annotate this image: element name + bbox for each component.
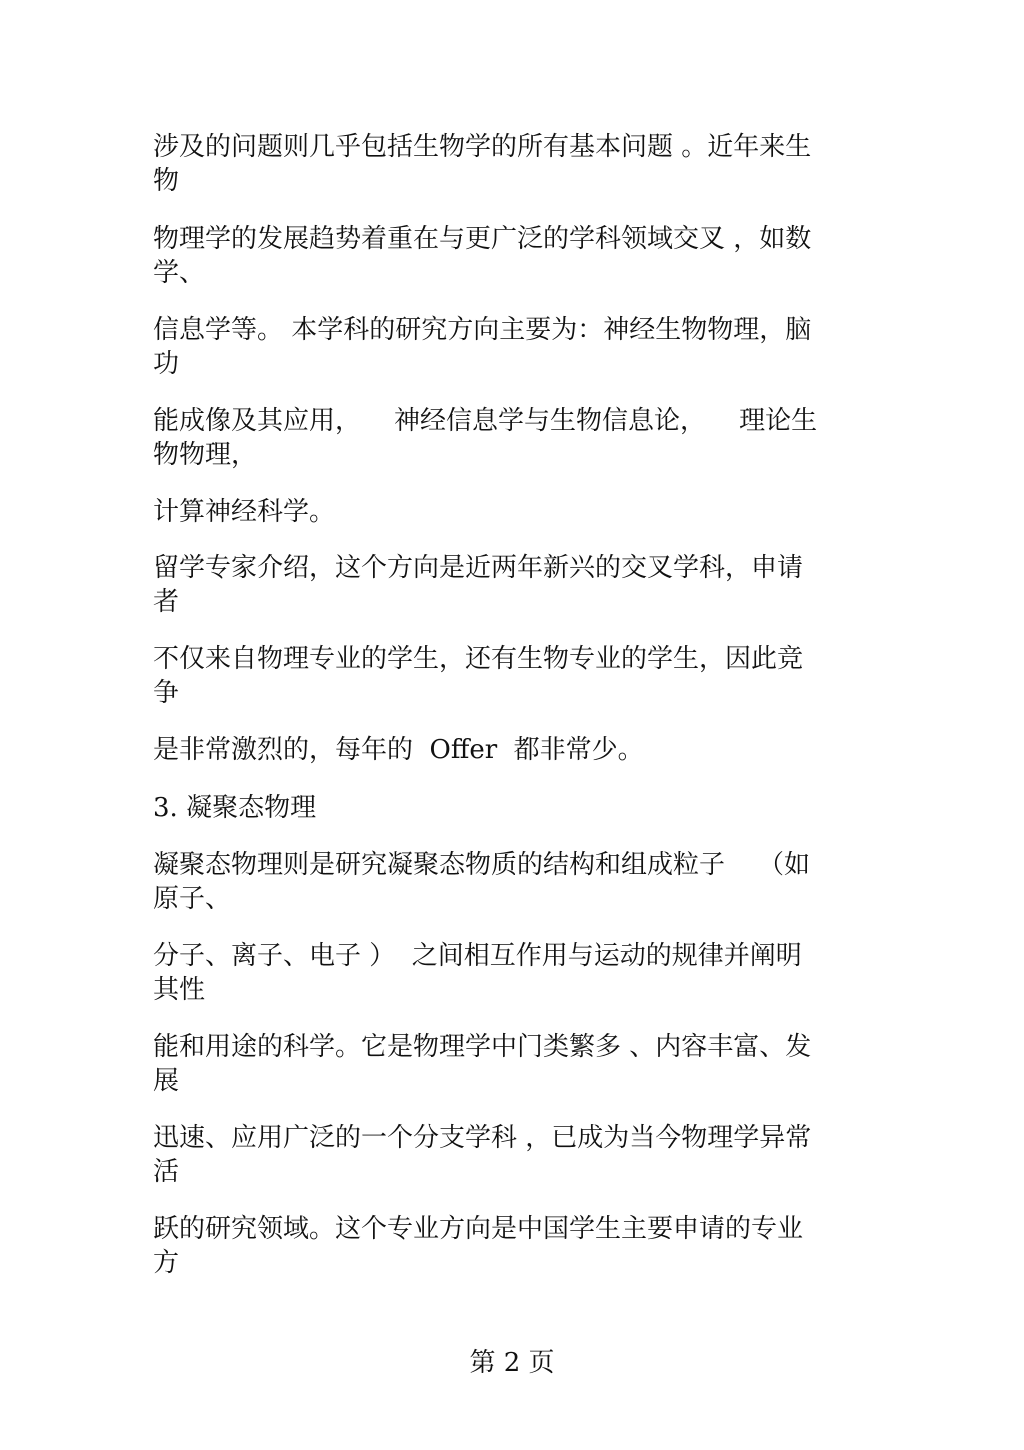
paragraph-line: 物理学的发展趋势着重在与更广泛的学科领域交叉 ，如数 xyxy=(153,224,812,254)
paragraph-3 xyxy=(153,313,821,381)
paragraph-line: 跃的研究领域。这个专业方向是中国学生主要申请的专业 xyxy=(153,1214,804,1244)
paragraph-11 xyxy=(153,1030,821,1098)
paragraph-line: 物 xyxy=(153,166,180,196)
paragraph-1 xyxy=(153,130,821,198)
paragraph-line: 展 xyxy=(153,1066,180,1096)
section-heading-text: 3. 凝聚态物理 xyxy=(153,793,317,823)
paragraph-5 xyxy=(153,495,821,529)
paragraph-line: 能成像及其应用， 神经信息学与生物信息论， 理论生 xyxy=(153,406,818,436)
paragraph-line: 涉及的问题则几乎包括生物学的所有基本问题 。近年来生 xyxy=(153,132,812,162)
paragraph-2 xyxy=(153,222,821,290)
section-heading xyxy=(153,791,821,825)
paragraph-line: 能和用途的科学。它是物理学中门类繁多 、内容丰富、发 xyxy=(153,1032,812,1062)
paragraph-line: 争 xyxy=(153,678,180,708)
page-number-footer: 第 2 页 xyxy=(469,1348,555,1378)
paragraph-line: 功 xyxy=(153,349,180,379)
paragraph-line: 活 xyxy=(153,1157,180,1187)
paragraph-line: 信息学等。 本学科的研究方向主要为：神经生物物理，脑 xyxy=(153,315,812,345)
paragraph-7 xyxy=(153,642,821,710)
paragraph-line: 是非常激烈的，每年的 Offer 都非常少。 xyxy=(153,735,644,765)
paragraph-4 xyxy=(153,404,821,472)
paragraph-8 xyxy=(153,733,821,767)
paragraph-line: 学、 xyxy=(153,258,206,288)
paragraph-6 xyxy=(153,551,821,619)
paragraph-line: 不仅来自物理专业的学生，还有生物专业的学生，因此竞 xyxy=(153,644,804,674)
paragraph-line: 原子、 xyxy=(153,884,232,914)
paragraph-line: 留学专家介绍，这个方向是近两年新兴的交叉学科，申请 xyxy=(153,553,804,583)
paragraph-line: 计算神经科学。 xyxy=(153,497,336,527)
paragraph-line: 其性 xyxy=(153,975,206,1005)
paragraph-line: 者 xyxy=(153,587,180,617)
paragraph-10 xyxy=(153,939,821,1007)
paragraph-line: 迅速、应用广泛的一个分支学科 ，已成为当今物理学异常 xyxy=(153,1123,812,1153)
paragraph-12 xyxy=(153,1121,821,1189)
paragraph-line: 物物理， xyxy=(153,440,258,470)
paragraph-line: 方 xyxy=(153,1248,180,1278)
paragraph-9 xyxy=(153,848,821,916)
paragraph-13 xyxy=(153,1212,821,1280)
paragraph-line: 凝聚态物理则是研究凝聚态物质的结构和组成粒子 （如 xyxy=(153,850,811,880)
paragraph-line: 分子、离子、电子 ） 之间相互作用与运动的规律并阐明 xyxy=(153,941,802,971)
